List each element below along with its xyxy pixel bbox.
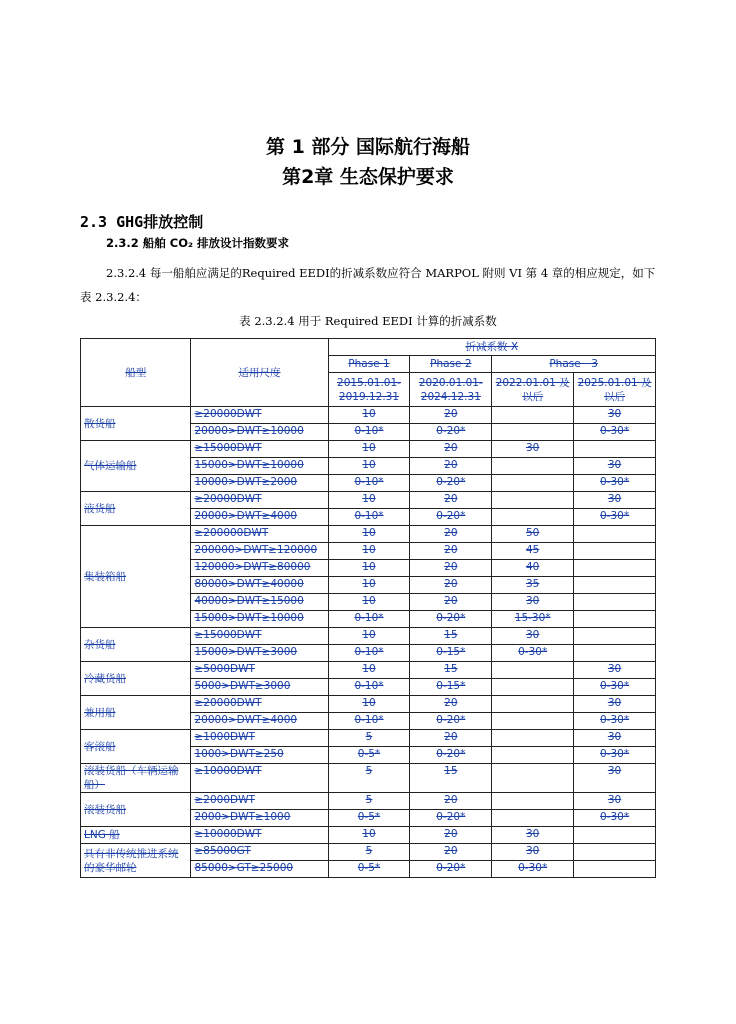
phase1-cell: 0-10* — [328, 645, 410, 662]
size-cell: 10000>DWT≥2000 — [191, 475, 328, 492]
phase3b-cell — [574, 645, 656, 662]
header-phase3: Phase 3 — [492, 356, 656, 373]
table-row — [81, 764, 656, 793]
phase3b-cell — [574, 577, 656, 594]
phase3a-cell — [492, 730, 574, 747]
phase1-cell: 0-10* — [328, 611, 410, 628]
size-cell: 40000>DWT≥15000 — [191, 594, 328, 611]
phase1-cell: 5 — [328, 793, 410, 810]
phase1-cell: 10 — [328, 560, 410, 577]
phase2-cell: 0-15* — [410, 679, 492, 696]
phase3a-cell: 30 — [492, 594, 574, 611]
phase2-cell: 15 — [410, 628, 492, 645]
size-cell: ≥1000DWT — [191, 730, 328, 747]
header-phase3b-dates: 2025.01.01 及以后 — [574, 373, 656, 407]
phase3a-cell — [492, 747, 574, 764]
size-cell: 2000>DWT≥1000 — [191, 810, 328, 827]
size-cell: 200000>DWT≥120000 — [191, 543, 328, 560]
phase2-cell: 0-20* — [410, 861, 492, 878]
phase2-cell: 20 — [410, 407, 492, 424]
phase3a-cell — [492, 458, 574, 475]
size-cell: ≥5000DWT — [191, 662, 328, 679]
table-row — [81, 441, 656, 458]
phase3b-cell: 0-30* — [574, 475, 656, 492]
size-cell: ≥20000DWT — [191, 407, 328, 424]
phase1-cell: 10 — [328, 407, 410, 424]
phase3a-cell — [492, 424, 574, 441]
body-paragraph: 2.3.2.4 每一船舶应满足的Required EEDI的折减系数应符合 MARPOL 附则 VI 第 4 章的相应规定，如下表 2.3.2.4： — [80, 266, 656, 304]
ship-type-cell: 滚装货船（车辆运输船） — [81, 764, 191, 793]
header-reduction-factor: 折减系数 X — [328, 339, 655, 356]
table-row — [81, 407, 656, 424]
phase3b-cell: 30 — [574, 458, 656, 475]
table-caption: 表 2.3.2.4 用于 Required EEDI 计算的折减系数 — [239, 314, 497, 328]
phase1-cell: 5 — [328, 844, 410, 861]
table-row — [81, 662, 656, 679]
phase3a-cell: 40 — [492, 560, 574, 577]
header-phase2: Phase 2 — [410, 356, 492, 373]
ship-type-cell: 气体运输船 — [81, 441, 191, 492]
phase3b-cell — [574, 628, 656, 645]
phase1-cell: 0-10* — [328, 509, 410, 526]
phase3a-cell: 30 — [492, 441, 574, 458]
phase2-cell: 15 — [410, 662, 492, 679]
phase3a-cell: 50 — [492, 526, 574, 543]
phase2-cell: 20 — [410, 577, 492, 594]
ship-type-cell: 冷藏货船 — [81, 662, 191, 696]
phase1-cell: 0-10* — [328, 475, 410, 492]
phase3b-cell — [574, 827, 656, 844]
size-cell: ≥20000DWT — [191, 696, 328, 713]
phase2-cell: 0-20* — [410, 424, 492, 441]
ship-type-cell: 兼用船 — [81, 696, 191, 730]
phase3a-cell — [492, 407, 574, 424]
ship-type-cell: 滚装货船 — [81, 793, 191, 827]
phase2-cell: 0-20* — [410, 611, 492, 628]
phase3b-cell: 0-30* — [574, 509, 656, 526]
size-cell: 20000>DWT≥10000 — [191, 424, 328, 441]
table-row — [81, 628, 656, 645]
phase2-cell: 0-20* — [410, 713, 492, 730]
phase3a-cell — [492, 509, 574, 526]
phase3b-cell: 0-30* — [574, 713, 656, 730]
ship-type-cell: 具有非传统推进系统的豪华邮轮 — [81, 844, 191, 878]
table-row — [81, 526, 656, 543]
phase2-cell: 20 — [410, 730, 492, 747]
phase2-cell: 0-20* — [410, 747, 492, 764]
phase3a-cell — [492, 793, 574, 810]
phase3b-cell — [574, 611, 656, 628]
chapter-title: 第2章 生态保护要求 — [282, 166, 454, 188]
phase1-cell: 0-10* — [328, 713, 410, 730]
phase3b-cell — [574, 526, 656, 543]
table-row — [81, 844, 656, 861]
size-cell: ≥15000DWT — [191, 441, 328, 458]
ship-type-cell: 液货船 — [81, 492, 191, 526]
size-cell: ≥15000DWT — [191, 628, 328, 645]
phase2-cell: 0-20* — [410, 475, 492, 492]
ship-type-cell: 杂货船 — [81, 628, 191, 662]
phase1-cell: 0-5* — [328, 861, 410, 878]
header-phase3a-dates: 2022.01.01 及以后 — [492, 373, 574, 407]
phase1-cell: 10 — [328, 662, 410, 679]
size-cell: ≥200000DWT — [191, 526, 328, 543]
phase1-cell: 10 — [328, 628, 410, 645]
phase2-cell: 20 — [410, 827, 492, 844]
size-cell: 1000>DWT≥250 — [191, 747, 328, 764]
phase3b-cell — [574, 441, 656, 458]
ship-type-cell: 集装箱船 — [81, 526, 191, 628]
size-cell: ≥10000DWT — [191, 827, 328, 844]
phase3a-cell — [492, 492, 574, 509]
table-row — [81, 696, 656, 713]
table-row — [81, 827, 656, 844]
phase3a-cell: 15-30* — [492, 611, 574, 628]
phase2-cell: 20 — [410, 441, 492, 458]
phase1-cell: 10 — [328, 492, 410, 509]
phase1-cell: 0-5* — [328, 747, 410, 764]
phase3a-cell — [492, 662, 574, 679]
phase2-cell: 20 — [410, 458, 492, 475]
phase1-cell: 10 — [328, 577, 410, 594]
size-cell: ≥20000DWT — [191, 492, 328, 509]
size-cell: ≥10000DWT — [191, 764, 328, 793]
section-title: 2.3 GHG排放控制 — [80, 213, 204, 231]
reduction-factor-table — [80, 338, 656, 878]
phase3a-cell — [492, 764, 574, 793]
ship-type-cell: 散货船 — [81, 407, 191, 441]
size-cell: 15000>DWT≥3000 — [191, 645, 328, 662]
phase3b-cell: 0-30* — [574, 679, 656, 696]
phase3b-cell — [574, 560, 656, 577]
size-cell: 5000>DWT≥3000 — [191, 679, 328, 696]
phase1-cell: 10 — [328, 827, 410, 844]
phase2-cell: 20 — [410, 492, 492, 509]
phase1-cell: 10 — [328, 594, 410, 611]
phase3a-cell: 0-30* — [492, 861, 574, 878]
size-cell: ≥85000GT — [191, 844, 328, 861]
size-cell: ≥2000DWT — [191, 793, 328, 810]
phase1-cell: 0-5* — [328, 810, 410, 827]
phase3b-cell: 30 — [574, 793, 656, 810]
phase2-cell: 0-15* — [410, 645, 492, 662]
size-cell: 20000>DWT≥4000 — [191, 713, 328, 730]
phase3a-cell: 30 — [492, 827, 574, 844]
size-cell: 20000>DWT≥4000 — [191, 509, 328, 526]
phase3a-cell: 35 — [492, 577, 574, 594]
phase2-cell: 20 — [410, 844, 492, 861]
phase3b-cell: 30 — [574, 730, 656, 747]
phase3b-cell — [574, 844, 656, 861]
phase1-cell: 10 — [328, 441, 410, 458]
phase1-cell: 5 — [328, 730, 410, 747]
header-phase1: Phase 1 — [328, 356, 410, 373]
phase3b-cell: 0-30* — [574, 810, 656, 827]
table-row — [81, 730, 656, 747]
part-title: 第 1 部分 国际航行海船 — [265, 136, 471, 158]
phase3a-cell — [492, 810, 574, 827]
phase3a-cell: 45 — [492, 543, 574, 560]
phase2-cell: 0-20* — [410, 509, 492, 526]
phase3a-cell — [492, 696, 574, 713]
phase1-cell: 0-10* — [328, 679, 410, 696]
phase2-cell: 20 — [410, 696, 492, 713]
phase1-cell: 10 — [328, 543, 410, 560]
phase3a-cell — [492, 713, 574, 730]
header-ship-type: 船型 — [81, 339, 191, 407]
phase3b-cell: 30 — [574, 492, 656, 509]
header-phase2-dates: 2020.01.01-2024.12.31 — [410, 373, 492, 407]
phase1-cell: 0-10* — [328, 424, 410, 441]
table-row — [81, 793, 656, 810]
size-cell: 15000>DWT≥10000 — [191, 611, 328, 628]
phase3b-cell: 0-30* — [574, 424, 656, 441]
phase3b-cell: 30 — [574, 764, 656, 793]
size-cell: 15000>DWT≥10000 — [191, 458, 328, 475]
phase3b-cell — [574, 543, 656, 560]
phase3b-cell: 30 — [574, 407, 656, 424]
phase2-cell: 20 — [410, 560, 492, 577]
phase3a-cell: 30 — [492, 844, 574, 861]
size-cell: 80000>DWT≥40000 — [191, 577, 328, 594]
header-phase1-dates: 2015.01.01-2019.12.31 — [328, 373, 410, 407]
phase3b-cell — [574, 861, 656, 878]
size-cell: 120000>DWT≥80000 — [191, 560, 328, 577]
phase3b-cell: 30 — [574, 662, 656, 679]
phase1-cell: 10 — [328, 696, 410, 713]
phase1-cell: 10 — [328, 526, 410, 543]
phase2-cell: 15 — [410, 764, 492, 793]
phase1-cell: 5 — [328, 764, 410, 793]
table-row — [81, 492, 656, 509]
phase2-cell: 20 — [410, 594, 492, 611]
phase2-cell: 0-20* — [410, 810, 492, 827]
phase2-cell: 20 — [410, 793, 492, 810]
subsection-title: 2.3.2 船舶 CO₂ 排放设计指数要求 — [106, 236, 290, 250]
phase3a-cell: 30 — [492, 628, 574, 645]
ship-type-cell: LNG 船 — [81, 827, 191, 844]
ship-type-cell: 客滚船 — [81, 730, 191, 764]
header-size: 适用尺度 — [191, 339, 328, 407]
phase2-cell: 20 — [410, 526, 492, 543]
phase3b-cell: 30 — [574, 696, 656, 713]
phase3a-cell — [492, 679, 574, 696]
size-cell: 85000>GT≥25000 — [191, 861, 328, 878]
phase3b-cell — [574, 594, 656, 611]
phase3a-cell: 0-30* — [492, 645, 574, 662]
phase3a-cell — [492, 475, 574, 492]
phase2-cell: 20 — [410, 543, 492, 560]
phase3b-cell: 0-30* — [574, 747, 656, 764]
phase1-cell: 10 — [328, 458, 410, 475]
